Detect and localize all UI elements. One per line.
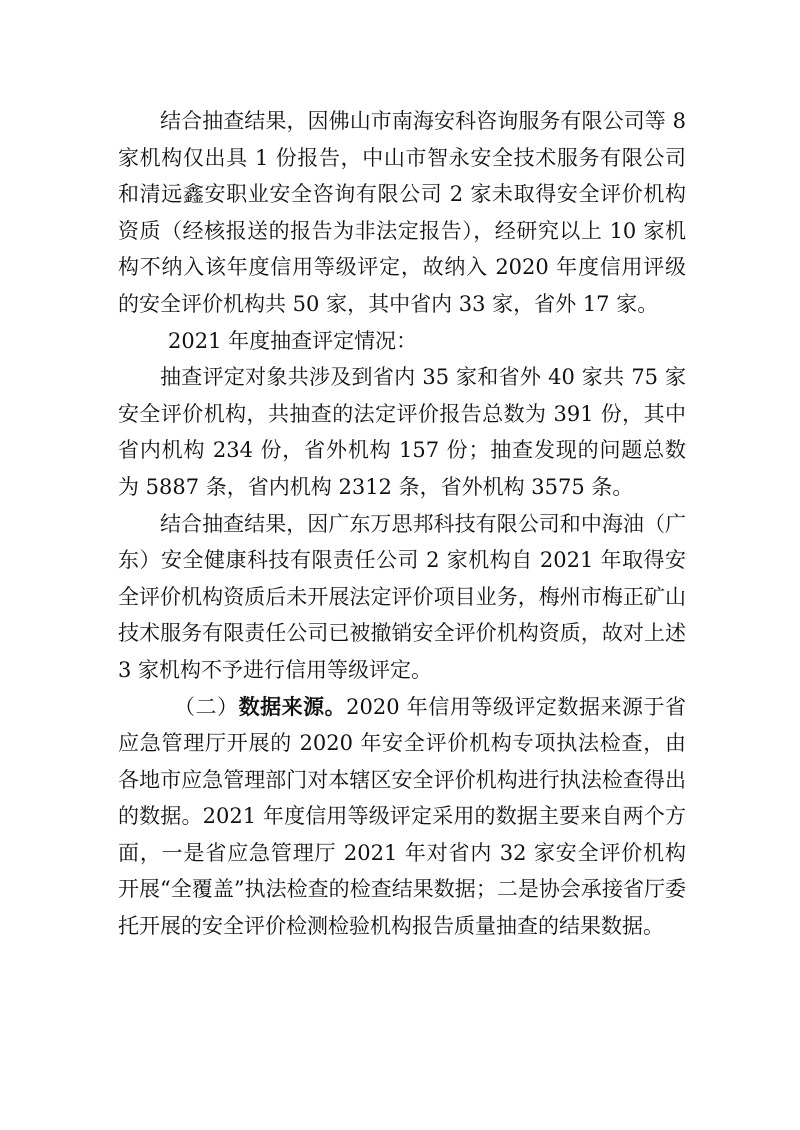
paragraph-2021-heading: 2021 年度抽查评定情况： xyxy=(168,328,418,353)
paragraph-2020-exclusions: 结合抽查结果，因佛山市南海安科咨询服务有限公司等 8 家机构仅出具 1 份报告，中山市智永安全技术服务有限公司和清远鑫安职业安全咨询有限公司 2 家未取得安全评价机构资质（经核报送的报告为非法定报告），经研究以上 10 家机构不纳入该年度信用等级评定，故纳入 2020 年度信用评级的安全评价机构共 50 家，其中省内 33 家，省外 17 家。 xyxy=(118,109,686,316)
document-body xyxy=(118,103,686,945)
section-heading: 数据来源。 xyxy=(238,693,347,719)
section-text: 2020 年信用等级评定数据来源于省应急管理厅开展的 2020 年安全评价机构专项执法检查，由各地市应急管理部门对本辖区安全评价机构进行执法检查得出的数据。2021 年度信用等级评定采用的数据主要来自两个方面，一是省应急管理厅 2021 年对省内 32 家安全评价机构开展“全覆盖”执法检查的检查结果数据；二是协会承接省厅委托开展的安全评价检测检验机构报告质量抽查的结果数据。 xyxy=(118,694,687,939)
section-number: （二） xyxy=(174,694,239,719)
paragraph-2021-exclusions: 结合抽查结果，因广东万思邦科技有限公司和中海油（广东）安全健康科技有限责任公司 2 家机构自 2021 年取得安全评价机构资质后未开展法定评价项目业务，梅州市梅正矿山技术服务有限责任公司已被撤销安全评价机构资质，故对上述 3 家机构不予进行信用等级评定。 xyxy=(118,511,686,682)
section-data-source xyxy=(118,689,686,945)
paragraph-2021-scope: 抽查评定对象共涉及到省内 35 家和省外 40 家共 75 家安全评价机构，共抽查的法定评价报告总数为 391 份，其中省内机构 234 份，省外机构 157 份；抽查发现的问题总数为 5887 条，省内机构 2312 条，省外机构 3575 条。 xyxy=(118,365,686,499)
